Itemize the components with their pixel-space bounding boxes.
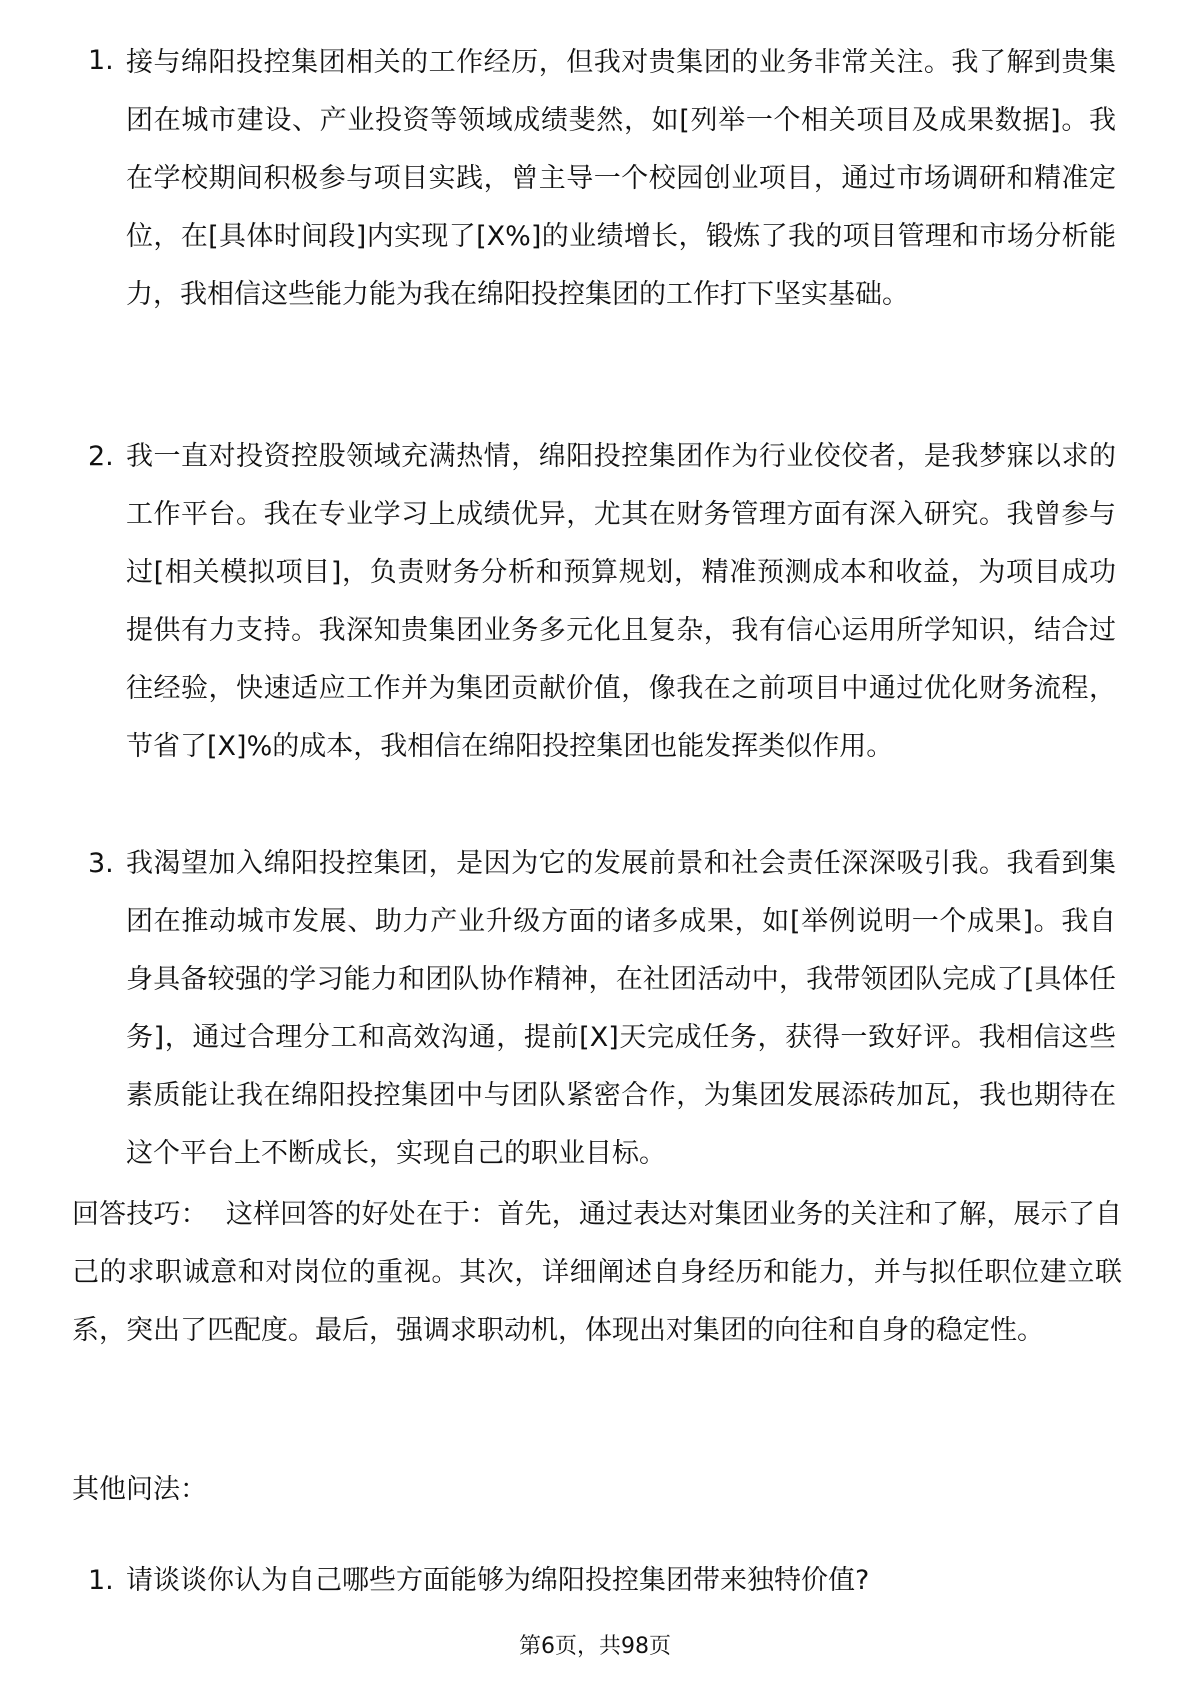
page-top-edge: [0, 0, 1190, 30]
list-number: 2.: [88, 441, 114, 472]
tips-label: 回答技巧：: [72, 1199, 208, 1230]
answer-tips: [72, 1186, 1122, 1360]
list-number: 3.: [88, 848, 114, 879]
page-footer: 第6页，共98页: [519, 1634, 671, 1659]
tips-text: 这样回答的好处在于：首先，通过表达对集团业务的关注和了解，展示了自己的求职诚意和对岗位的重视。其次，详细阐述自身经历和能力，并与拟任职位建立联系，突出了匹配度。最后，强调求职动机，体现出对集团的向往和自身的稳定性。: [72, 1199, 1123, 1346]
list-text: 我一直对投资控股领域充满热情，绵阳投控集团作为行业佼佼者，是我梦寐以求的工作平台。我在专业学习上成绩优异，尤其在财务管理方面有深入研究。我曾参与过[相关模拟项目]，负责财务分析和预算规划，精准预测成本和收益，为项目成功提供有力支持。我深知贵集团业务多元化且复杂，我有信心运用所学知识，结合过往经验，快速适应工作并为集团贡献价值，像我在之前项目中通过优化财务流程，节省了[X]%的成本，我相信在绵阳投控集团也能发挥类似作用。: [126, 441, 1116, 762]
other-questions-heading: 其他问法：: [72, 1474, 207, 1505]
list-text: 接与绵阳投控集团相关的工作经历，但我对贵集团的业务非常关注。我了解到贵集团在城市建设、产业投资等领域成绩斐然，如[列举一个相关项目及成果数据]。我在学校期间积极参与项目实践，曾主导一个校园创业项目，通过市场调研和精准定位，在[具体时间段]内实现了[X%]的业绩增长，锻炼了我的项目管理和市场分析能力，我相信这些能力能为我在绵阳投控集团的工作打下坚实基础。: [126, 47, 1116, 310]
list-text: 请谈谈你认为自己哪些方面能够为绵阳投控集团带来独特价值?: [126, 1565, 870, 1596]
list-text: 我渴望加入绵阳投控集团，是因为它的发展前景和社会责任深深吸引我。我看到集团在推动城市发展、助力产业升级方面的诸多成果，如[举例说明一个成果]。我自身具备较强的学习能力和团队协作精神，在社团活动中，我带领团队完成了[具体任务]，通过合理分工和高效沟通，提前[X]天完成任务，获得一致好评。我相信这些素质能让我在绵阳投控集团中与团队紧密合作，为集团发展添砖加瓦，我也期待在这个平台上不断成长，实现自己的职业目标。: [126, 848, 1116, 1169]
list-number: 1.: [88, 45, 114, 76]
list-number: 1.: [88, 1565, 114, 1596]
